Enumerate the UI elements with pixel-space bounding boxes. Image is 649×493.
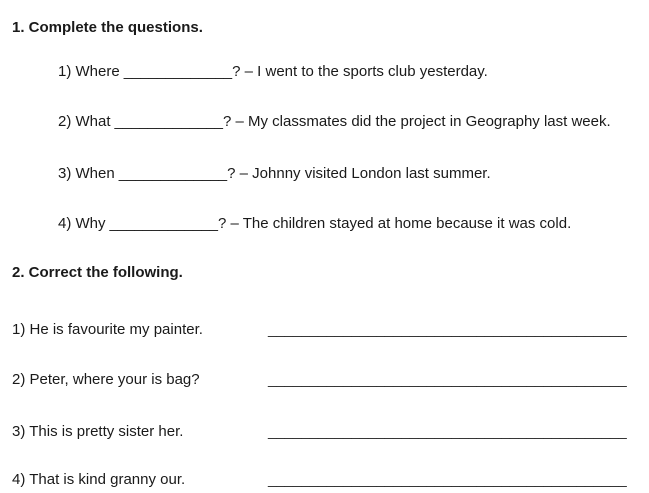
answer-line[interactable]: ___________________________________________ [268,321,627,338]
question-suffix: ? – I went to the sports club yesterday. [232,63,488,80]
question-item-3 [12,164,639,184]
answer-line[interactable]: ___________________________________________ [268,471,627,488]
correction-item-1 [12,320,639,340]
correction-item-4 [12,470,639,490]
correction-sentence: 1) He is favourite my painter. [12,321,203,338]
question-prefix: 4) Why [58,215,106,232]
question-suffix: ? – The children stayed at home because it was cold. [217,215,572,232]
correction-sentence: 3) This is pretty sister her. [12,423,184,440]
question-prefix: 2) What [58,113,111,130]
answer-blank[interactable]: _____________ [109,215,218,232]
answer-blank[interactable]: _____________ [123,63,233,80]
correction-sentence: 2) Peter, where your is bag? [12,371,200,388]
answer-blank[interactable]: _____________ [118,165,228,182]
answer-blank[interactable]: _____________ [114,113,223,130]
section-2-title: 2. Correct the following. [12,264,183,281]
correction-item-3 [12,422,639,442]
question-prefix: 3) When [58,165,115,182]
answer-line[interactable]: ___________________________________________ [268,371,627,388]
question-item-2 [12,112,639,132]
question-prefix: 1) Where [58,63,120,80]
correction-item-2 [12,370,639,390]
question-suffix: ? – Johnny visited London last summer. [227,165,491,182]
question-item-1 [12,62,639,82]
section-1-title: 1. Complete the questions. [12,19,203,36]
question-item-4 [12,214,639,234]
correction-sentence: 4) That is kind granny our. [12,471,186,488]
answer-line[interactable]: ___________________________________________ [268,423,627,440]
question-suffix: ? – My classmates did the project in Geography last week. [222,113,611,130]
